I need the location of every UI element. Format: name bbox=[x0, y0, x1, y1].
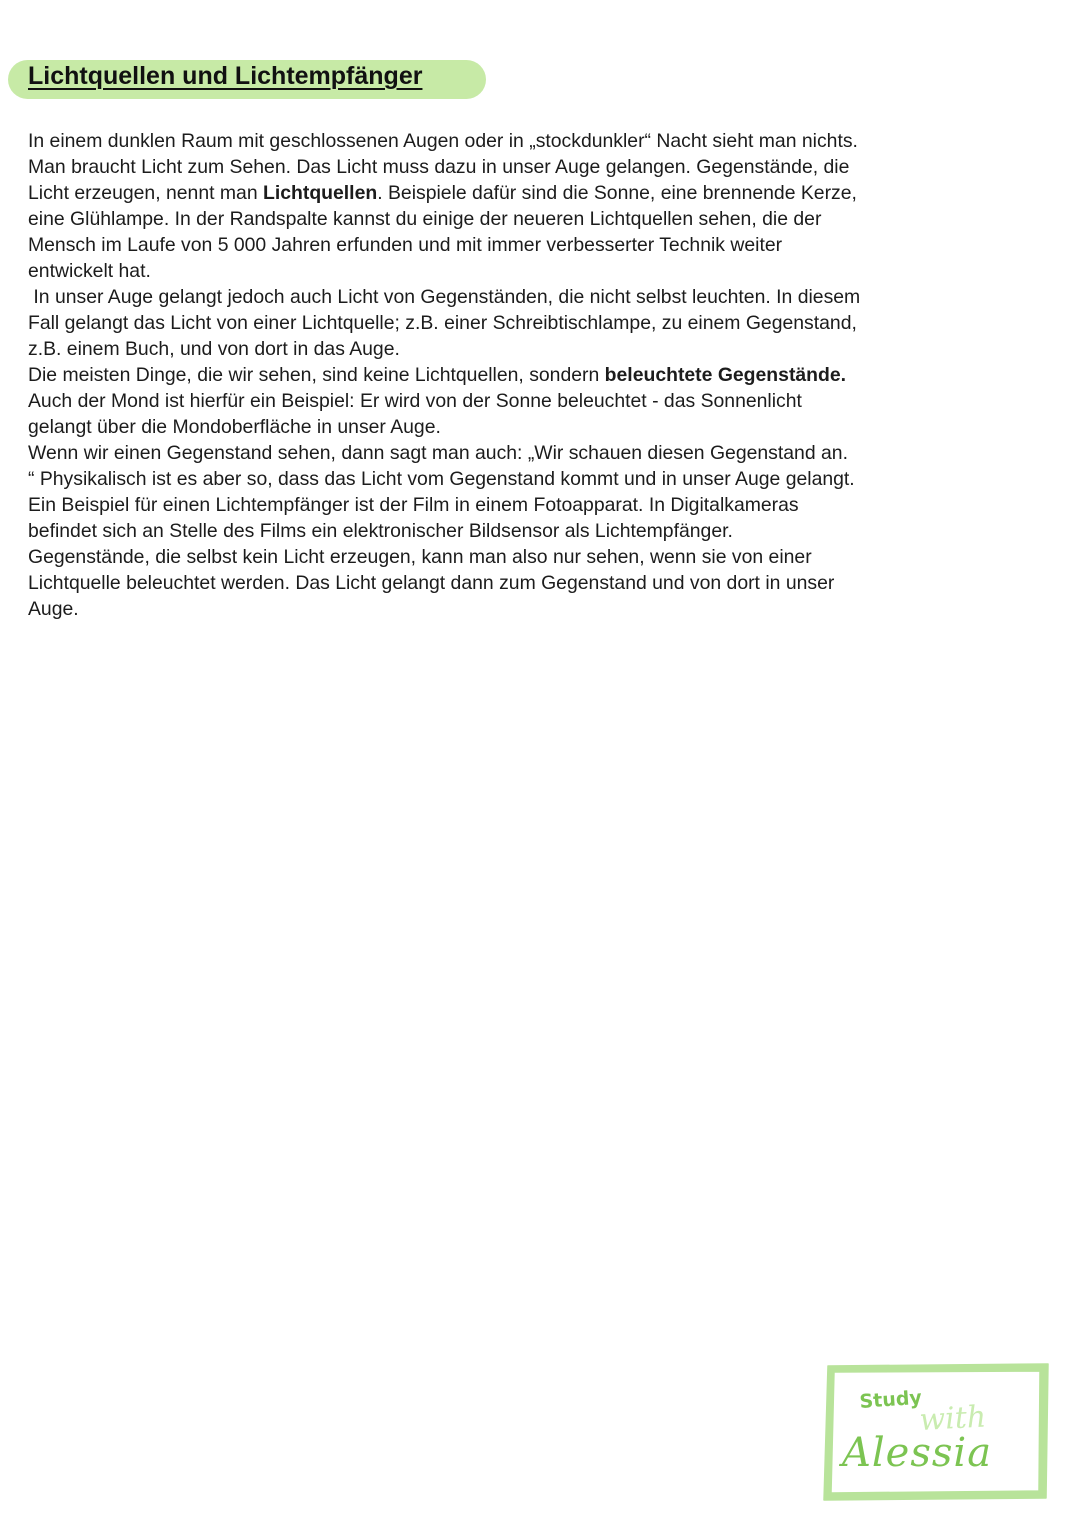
term-lichtquellen: Lichtquellen bbox=[263, 182, 378, 204]
paragraph-1-text-continued: . Beispiele dafür sind die Sonne, eine brennende Kerze, eine Glühlampe. In der Randspalte kannst du einige der neueren Lichtquellen sehen, die der Mensch im Laufe von 5 000 Jahren erfunden und mit immer verbesserter Technik weiter entwickelt hat. bbox=[28, 182, 857, 282]
term-beleuchtete-gegenstaende: beleuchtete Gegenstände. bbox=[604, 364, 847, 386]
page-title: Lichtquellen und Lichtempfänger bbox=[28, 62, 423, 90]
study-with-alessia-logo bbox=[820, 1362, 1052, 1502]
logo-word-study: Study bbox=[858, 1386, 923, 1413]
logo-word-with: with bbox=[918, 1399, 987, 1438]
paragraph-1-text: In einem dunklen Raum mit geschlossenen Augen oder in „stockdunkler“ Nacht sieht man nichts. Man braucht Licht zum Sehen. Das Licht muss dazu in unser Auge gelangen. Gegenstände, die Licht erzeugen, nennt man bbox=[28, 130, 858, 204]
paragraph-2-text: In unser Auge gelangt jedoch auch Licht von Gegenständen, die nicht selbst leuchten. In diesem Fall gelangt das Licht von einer Lichtquelle; z.B. einer Schreibtischlampe, zu einem Gegenstand, z.B. einem Buch, und von dort in das Auge. bbox=[28, 286, 861, 360]
paragraph-3-text: Die meisten Dinge, die wir sehen, sind keine Lichtquellen, sondern bbox=[28, 364, 605, 386]
logo-word-alessia: Alessia bbox=[842, 1430, 993, 1476]
document-body bbox=[28, 128, 1028, 622]
paragraph-3-text-continued: Auch der Mond ist hierfür ein Beispiel: Er wird von der Sonne beleuchtet - das Sonnenlicht gelangt über die Mondoberfläche in unser Auge. bbox=[28, 390, 802, 438]
paragraph-4-text: Wenn wir einen Gegenstand sehen, dann sagt man auch: „Wir schauen diesen Gegenstand an. “ Physikalisch ist es aber so, dass das Licht vom Gegenstand kommt und in unser Auge gelangt. Ein Beispiel für einen Lichtempfänger ist der Film in einem Fotoapparat. In Digitalkameras befindet sich an Stelle des Films ein elektronischer Bildsensor als Lichtempfänger. Gegenstände, die selbst kein Licht erzeugen, kann man also nur sehen, wenn sie von einer Lichtquelle beleuchtet werden. Das Licht gelangt dann zum Gegenstand und von dort in unser Auge. bbox=[28, 442, 855, 620]
